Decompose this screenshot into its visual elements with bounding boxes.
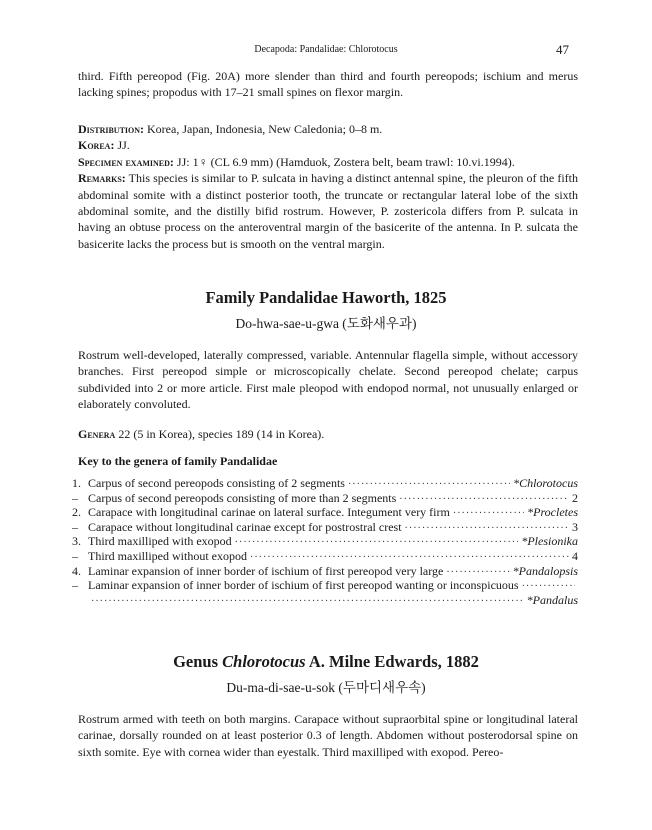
korea-line [78, 137, 578, 153]
genus-title-prefix: Genus [173, 652, 219, 671]
korea-label: Korea: [78, 138, 115, 153]
leader-dots [250, 552, 569, 563]
key-line [72, 564, 578, 579]
key-text: Third maxilliped without exopod [88, 548, 247, 563]
leader-dots [348, 479, 510, 490]
running-title: Decapoda: Pandalidae: Chlorotocus [254, 44, 398, 55]
key-text: Laminar expansion of inner border of ischium of first pereopod very large [88, 563, 444, 578]
genera-label: Genera [78, 427, 116, 441]
family-description: Rostrum well-developed, laterally compressed, variable. Antennular flagella simple, without accessory branches. First pereopod simple or microscopically chelate. Second pereopod chelate; carpus subdivided into 2 or more article. First male pleopod with endopod normal, not unusually enlarged or elaborately convoluted. [78, 348, 578, 412]
key-result: 4 [572, 548, 578, 563]
key-text: Carpus of second pereopods consisting of more than 2 segments [88, 490, 397, 505]
family-korean-name: Do-hwa-sae-u-gwa (도화새우과) [235, 316, 417, 331]
key-text: Laminar expansion of inner border of ischium of first pereopod wanting or inconspicuous [88, 578, 519, 593]
key-number: 2. [72, 505, 81, 520]
key-text: Carapace without longitudinal carinae except for postrostral crest [88, 519, 402, 534]
key-text: Carapace with longitudinal carinae on lateral surface. Integument very firm [88, 505, 450, 520]
key-number: – [72, 519, 78, 534]
specimen-text: JJ: 1♀ (CL 6.9 mm) (Hamduok, Zostera belt, beam trawl: 10.vi.1994). [176, 154, 515, 169]
leader-dots [91, 596, 524, 607]
key-number: 4. [72, 563, 81, 578]
key-result: 3 [572, 519, 578, 534]
key-text: Carpus of second pereopods consisting of 2 segments [88, 476, 345, 490]
genus-description: Rostrum armed with teeth on both margins. Carapace without supraorbital spine or longitudinal lateral carinae, dorsally rounded on at least posterior 0.3 of length. Abdomen without posterodorsal spine on sixth somite. Eye with cornea wider than eyestalk. Third maxilliped with exopod. Pereo- [78, 712, 578, 759]
remarks-label: Remarks: [78, 171, 126, 186]
key-line [72, 578, 578, 593]
genera-text: 22 (5 in Korea), species 189 (14 in Korea). [118, 427, 325, 441]
key-line [72, 491, 578, 506]
key-title: Key to the genera of family Pandalidae [78, 454, 278, 468]
distribution-text: Korea, Japan, Indonesia, New Caledonia; 0–8 m. [147, 122, 383, 136]
page-number: 47 [556, 42, 569, 57]
specimen-label: Specimen examined: [78, 154, 174, 169]
key-text: Third maxilliped with exopod [88, 534, 232, 549]
leader-dots [405, 523, 569, 534]
remarks-paragraph [78, 170, 578, 252]
key-result: *Pandalopsis [512, 563, 578, 578]
leader-dots [453, 508, 524, 519]
key-result: 2 [572, 490, 578, 505]
key-result: *Chlorotocus [513, 476, 578, 490]
genus-title-name: Chlorotocus [222, 652, 306, 671]
key-number: – [72, 578, 78, 593]
key-number: 3. [72, 534, 81, 549]
intro-paragraph: third. Fifth pereopod (Fig. 20A) more slender than third and fourth pereopods; ischium and merus lacking spines; propodus with 17–21 small spines on flexor margin. [78, 69, 578, 100]
key-line [72, 476, 578, 491]
key-line [72, 520, 578, 535]
leader-dots [522, 581, 575, 592]
specimen-line [78, 154, 578, 170]
remarks-text: This species is similar to P. sulcata in having a distinct antennal spine, the pleuron of the fifth abdominal somite with a distinct posterior tooth, the truncate or rectangular lateral lobe of the sixth abdominal somite, and the distilly bifid rostrum. However, P. zostericola differs from P. sulcata in having an obtuse process on the anteroventral margin of the basicerite of the antenna. In P. sulcata the basicerite lacks the process but is smooth on the ventral margin. [78, 171, 578, 251]
genera-line [78, 426, 578, 442]
key-result: *Plesionika [521, 534, 578, 549]
key-line [72, 534, 578, 549]
leader-dots [446, 567, 509, 578]
korea-text: JJ. [117, 138, 130, 153]
species-notes [78, 121, 578, 252]
key-number: – [72, 490, 78, 505]
genus-title-suffix: A. Milne Edwards, 1882 [308, 652, 479, 671]
key-line [72, 549, 578, 564]
key-result: *Pandalus [526, 592, 578, 607]
leader-dots [399, 494, 569, 505]
distribution-line [78, 121, 578, 137]
family-heading: Family Pandalidae Haworth, 1825 [205, 288, 447, 307]
key-line [72, 505, 578, 520]
key-number: – [72, 548, 78, 563]
identification-key [72, 476, 578, 607]
genus-heading [0, 652, 652, 672]
key-number: 1. [72, 476, 81, 490]
leader-dots [235, 537, 519, 548]
key-result: *Procletes [527, 505, 578, 520]
distribution-label: Distribution: [78, 122, 145, 136]
key-line [72, 593, 578, 608]
genus-korean-name: Du-ma-di-sae-u-sok (두마디새우속) [226, 680, 426, 695]
